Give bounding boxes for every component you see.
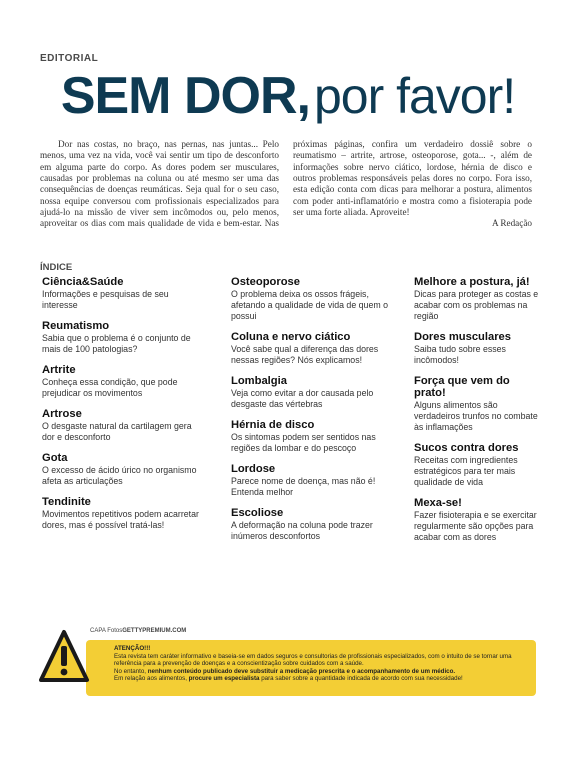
index-entry-desc: O desgaste natural da cartilagem gera dor e desconforto bbox=[42, 421, 192, 442]
index-entry[interactable] bbox=[231, 276, 391, 322]
index-entry-desc: Os sintomas podem ser sentidos nas regiões da lombar e do pescoço bbox=[231, 432, 376, 453]
index-entry[interactable] bbox=[42, 496, 202, 531]
index-entry[interactable] bbox=[42, 276, 202, 311]
index-entry-title: Artrose bbox=[42, 408, 82, 420]
headline-light: por favor! bbox=[313, 68, 516, 124]
index-entry-title: Osteoporose bbox=[231, 276, 301, 288]
index-entry-desc: O excesso de ácido úrico no organismo afeta as articulações bbox=[42, 465, 197, 486]
index-entry[interactable] bbox=[42, 364, 202, 399]
index-entry-desc: Informações e pesquisas de seu interesse bbox=[42, 289, 169, 310]
index-entry[interactable] bbox=[414, 497, 544, 543]
index-entry-title: Hérnia de disco bbox=[231, 419, 315, 431]
index-entry-title: Gota bbox=[42, 452, 68, 464]
index-label: ÍNDICE bbox=[40, 262, 73, 273]
index-entry[interactable] bbox=[42, 452, 202, 487]
index-entry-desc: Conheça essa condição, que pode prejudicar os movimentos bbox=[42, 377, 178, 398]
headline bbox=[0, 66, 576, 126]
index-entry-desc: Você sabe qual a diferença das dores nessas regiões? Nós explicamos! bbox=[231, 344, 379, 365]
intro-paragraph-2: Nas próximas páginas, confira um verdadeiro dossiê sobre o reumatismo – artrite, artrose, osteoporose, gota... -, além de informações sobre nervo ciático, lordose, hérnia de disco e outros problemas responsáveis pelas dores no corpo. Fora isso, esta edição conta com dicas para melhorar a postura, alimentos com poder anti-inflamatório e mostra como a fisioterapia pode ser uma forte aliada. Aproveite! bbox=[264, 139, 532, 229]
warning-line-3-suffix: para saber sobre a quantidade indicada de acordo com sua necessidade! bbox=[259, 675, 463, 683]
index-entry[interactable] bbox=[231, 331, 391, 366]
index-entry-title: Dores musculares bbox=[414, 331, 512, 343]
index-entry-desc: Saiba tudo sobre esses incômodos! bbox=[414, 344, 506, 365]
warning-line-1: Esta revista tem caráter informativo e baseia-se em dados seguros e consultorias de profissionais especializados, com o intuito de se tornar uma referência para a prevenção de doenças e a conscientização sobre cuidados com a saúde. bbox=[114, 652, 512, 668]
index-entry-title: Lordose bbox=[231, 463, 276, 475]
warning-triangle-icon bbox=[38, 628, 90, 688]
index-entry-desc: A deformação na coluna pode trazer inúmeros desconfortos bbox=[231, 520, 373, 541]
index-entry[interactable] bbox=[231, 419, 391, 454]
editorial-signature: A Redação bbox=[491, 218, 532, 229]
warning-line-2-bold: nenhum conteúdo publicado deve substituir a medicação prescrita e o acompanhamento de um médico. bbox=[147, 667, 456, 675]
credit-prefix: CAPA bbox=[90, 628, 106, 634]
warning-line-2-prefix: No entanto, bbox=[114, 667, 148, 675]
credit-source: GETTYPREMIUM.COM bbox=[122, 628, 187, 634]
index-entry[interactable] bbox=[414, 331, 544, 366]
index-entry-desc: O problema deixa os ossos frágeis, afetando a qualidade de vida de quem o possui bbox=[231, 289, 389, 321]
index-entry-title: Tendinite bbox=[42, 496, 91, 508]
index-entry-title: Reumatismo bbox=[42, 320, 110, 332]
index-entry-desc: Parece nome de doença, mas não é! Entenda melhor bbox=[231, 476, 376, 497]
index-entry-title: Lombalgia bbox=[231, 375, 287, 387]
editorial-intro bbox=[40, 139, 532, 230]
photo-credit bbox=[90, 628, 186, 634]
index-entry[interactable] bbox=[42, 320, 202, 355]
index-entry[interactable] bbox=[231, 463, 391, 498]
index-entry-title: Coluna e nervo ciático bbox=[231, 331, 351, 343]
index-entry-desc: Veja como evitar a dor causada pelo desgaste das vértebras bbox=[231, 388, 374, 409]
index-entry[interactable] bbox=[414, 442, 544, 488]
index-entry-desc: Movimentos repetitivos podem acarretar dores, mas é possível tratá-las! bbox=[42, 509, 199, 530]
intro-paragraph-1: Dor nas costas, no braço, nas pernas, nas juntas... Pelo menos, uma vez na vida, você vai sentir um tipo de desconforto em alguma parte do corpo. As dores podem ser musculares, causadas por problemas na coluna ou até mesmo ser uma das consequências de doenças reumáticas. Seja qual for o seu caso, nossa equipe conversou com profissionais especializados para ajudá-lo na missão de viver sem incômodos ou, pelo menos, aproveitar os dias com mais qualidade de vida e bem-estar. bbox=[40, 139, 279, 229]
index-entry-title: Ciência&Saúde bbox=[42, 276, 124, 288]
warning-text bbox=[114, 645, 530, 683]
index-column-3 bbox=[414, 276, 544, 552]
headline-bold: SEM DOR, bbox=[60, 67, 310, 125]
credit-label: Fotos bbox=[107, 628, 123, 634]
warning-title: ATENÇÃO!!! bbox=[114, 645, 151, 652]
intro-paragraph bbox=[40, 139, 532, 230]
index-entry[interactable] bbox=[42, 408, 202, 443]
index-entry[interactable] bbox=[414, 276, 544, 322]
index-entry-desc: Dicas para proteger as costas e acabar com os problemas na região bbox=[414, 289, 539, 321]
section-label: EDITORIAL bbox=[40, 53, 99, 64]
index-entry-title: Força que vem do prato! bbox=[414, 375, 510, 399]
warning-line-3-bold: procure um especialista bbox=[188, 675, 260, 683]
index-entry-desc: Sabia que o problema é o conjunto de mais de 100 patologias? bbox=[42, 333, 191, 354]
index-entry-title: Artrite bbox=[42, 364, 76, 376]
index-entry-title: Escoliose bbox=[231, 507, 284, 519]
index-entry[interactable] bbox=[231, 507, 391, 542]
index-entry-desc: Alguns alimentos são verdadeiros trunfos no combate às inflamações bbox=[414, 400, 538, 432]
index-column-2 bbox=[231, 276, 391, 551]
index-entry[interactable] bbox=[231, 375, 391, 410]
index-entry[interactable] bbox=[414, 375, 544, 433]
warning-line-3-prefix: Em relação aos alimentos, bbox=[114, 675, 189, 683]
index-entry-desc: Fazer fisioterapia e se exercitar regularmente são opções para acabar com as dores bbox=[414, 510, 537, 542]
index-entry-title: Sucos contra dores bbox=[414, 442, 519, 454]
index-entry-title: Melhore a postura, já! bbox=[414, 276, 530, 288]
index-column-1 bbox=[42, 276, 202, 540]
index-entry-title: Mexa-se! bbox=[414, 497, 462, 509]
index-entry-desc: Receitas com ingredientes estratégicos para ter mais qualidade de vida bbox=[414, 455, 518, 487]
